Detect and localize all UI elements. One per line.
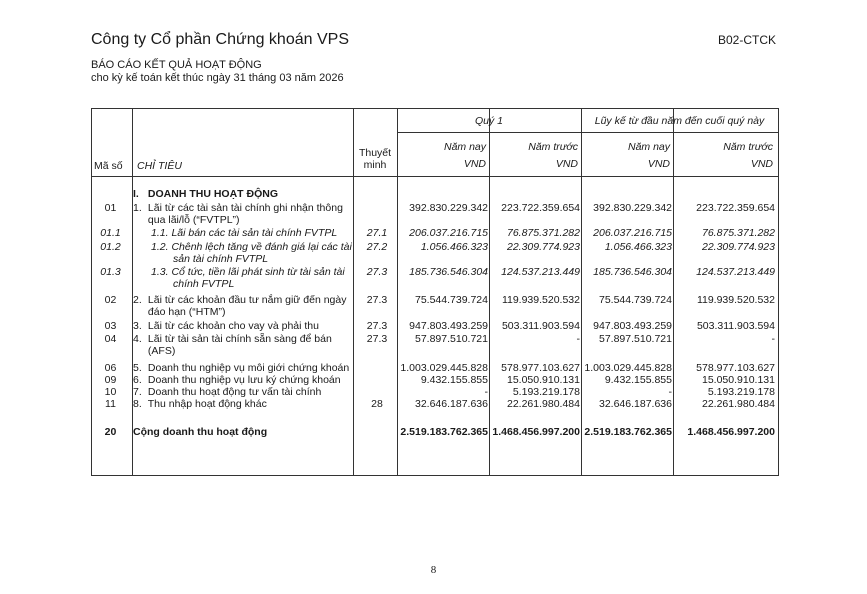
row-code: 04	[104, 333, 117, 345]
row-note: 28	[371, 398, 383, 410]
ytd-this-year: 206.037.216.715	[593, 227, 672, 239]
row-note: 27.2	[366, 241, 388, 253]
header-q1-cur-unit: VND	[463, 158, 486, 170]
header-q1-prev-year: Năm trước	[528, 141, 578, 153]
ytd-prev-year: 578.977.103.627	[696, 362, 775, 374]
row-code: 01.2	[100, 241, 121, 253]
row-label-cont: (AFS)	[147, 345, 176, 357]
report-title: BÁO CÁO KẾT QUẢ HOẠT ĐỘNG	[91, 59, 262, 71]
total-code: 20	[104, 426, 117, 438]
section-title: DOANH THU HOẠT ĐỘNG	[147, 188, 278, 200]
row-code: 06	[104, 362, 117, 374]
header-ytd-prev-year: Năm trước	[723, 141, 773, 153]
header-item: CHỈ TIÊU	[137, 160, 182, 172]
q1-this-year: 75.544.739.724	[415, 294, 488, 306]
company-name: Công ty Cổ phần Chứng khoán VPS	[91, 31, 349, 48]
ytd-this-year: 1.056.466.323	[604, 241, 672, 253]
row-code: 09	[104, 374, 117, 386]
row-label: Cổ tức, tiền lãi phát sinh từ tài sản tài	[171, 266, 345, 278]
q1-this-year: 9.432.155.855	[420, 374, 488, 386]
row-code: 02	[104, 294, 117, 306]
q1-prev-year: 5.193.219.178	[512, 386, 580, 398]
row-label: Lãi từ các khoản đầu tư nắm giữ đến ngày	[147, 294, 347, 306]
row-label: Doanh thu nghiệp vụ môi giới chứng khoán	[147, 362, 350, 374]
header-ytd-prev-unit: VND	[750, 158, 773, 170]
row-code: 01.3	[100, 266, 121, 278]
row-label: Chênh lệch tăng về đánh giá lại các tài	[171, 241, 352, 253]
row-label-cont: đáo hạn (“HTM”)	[147, 306, 226, 318]
q1-prev-year: 22.261.980.484	[507, 398, 580, 410]
row-number: 7.	[133, 386, 142, 398]
ytd-prev-year: 223.722.359.654	[696, 202, 775, 214]
ytd-this-year: 185.736.546.304	[593, 266, 672, 278]
row-number: 4.	[133, 333, 142, 345]
row-number: 1.3.	[151, 266, 169, 278]
q1-prev-year: 578.977.103.627	[501, 362, 580, 374]
ytd-this-year: 57.897.510.721	[599, 333, 672, 345]
q1-prev-year: 223.722.359.654	[501, 202, 580, 214]
q1-this-year: 57.897.510.721	[415, 333, 488, 345]
row-label: Lãi bán các tài sản tài chính FVTPL	[171, 227, 338, 239]
row-number: 8.	[133, 398, 142, 410]
header-code: Mã số	[94, 160, 123, 172]
header-ytd: Lũy kế từ đầu năm đến cuối quý này	[594, 115, 765, 127]
q1-this-year: 206.037.216.715	[409, 227, 488, 239]
ytd-prev-year: 15.050.910.131	[702, 374, 775, 386]
ytd-prev-year: 22.261.980.484	[702, 398, 775, 410]
q1-prev-year: 22.309.774.923	[507, 241, 580, 253]
ytd-prev-year: 76.875.371.282	[702, 227, 775, 239]
row-label: Lãi từ các tài sản tài chính ghi nhận thông	[147, 202, 343, 214]
ytd-this-year: 1.003.029.445.828	[584, 362, 672, 374]
row-number: 2.	[133, 294, 142, 306]
row-code: 03	[104, 320, 117, 332]
header-note-1: Thuyết	[358, 147, 392, 159]
row-label-cont: chính FVTPL	[173, 278, 235, 290]
header-ytd-this-year: Năm nay	[627, 141, 670, 153]
ytd-prev-year: -	[771, 333, 775, 345]
row-code: 01	[104, 202, 117, 214]
ytd-prev-year: 503.311.903.594	[696, 320, 775, 332]
page-number: 8	[430, 564, 437, 576]
q1-prev-year: 76.875.371.282	[507, 227, 580, 239]
row-number: 3.	[133, 320, 142, 332]
section-roman: I.	[133, 188, 139, 200]
total-label: Cộng doanh thu hoạt động	[133, 426, 268, 438]
row-label: Doanh thu nghiệp vụ lưu ký chứng khoán	[147, 374, 341, 386]
row-note: 27.3	[366, 333, 388, 345]
row-label: Thu nhập hoạt động khác	[147, 398, 267, 410]
row-number: 1.2.	[151, 241, 169, 253]
row-number: 5.	[133, 362, 142, 374]
ytd-prev-year: 124.537.213.449	[696, 266, 775, 278]
row-note: 27.3	[366, 320, 388, 332]
row-code: 01.1	[100, 227, 121, 239]
q1-prev-year: 124.537.213.449	[501, 266, 580, 278]
q1-this-year: 947.803.493.259	[409, 320, 488, 332]
row-number: 1.	[133, 202, 142, 214]
row-label-cont: sản tài chính FVTPL	[173, 253, 269, 265]
q1-this-year: 185.736.546.304	[409, 266, 488, 278]
row-label: Doanh thu hoạt động tư vấn tài chính	[147, 386, 322, 398]
header-q1-prev-unit: VND	[555, 158, 578, 170]
q1-prev-year: 15.050.910.131	[507, 374, 580, 386]
header-q1-this-year: Năm nay	[443, 141, 486, 153]
total-ytd-prev-year: 1.468.456.997.200	[687, 426, 775, 438]
ytd-this-year: 75.544.739.724	[599, 294, 672, 306]
ytd-prev-year: 22.309.774.923	[702, 241, 775, 253]
ytd-this-year: 392.830.229.342	[593, 202, 672, 214]
row-code: 11	[105, 398, 116, 410]
row-label: Lãi từ các khoản cho vay và phải thu	[147, 320, 319, 332]
ytd-prev-year: 119.939.520.532	[696, 294, 775, 306]
total-ytd-this-year: 2.519.183.762.365	[584, 426, 672, 438]
report-subtitle: cho kỳ kế toán kết thúc ngày 31 tháng 03 năm 2026	[91, 72, 344, 84]
q1-this-year: 32.646.187.636	[415, 398, 488, 410]
q1-this-year: 1.003.029.445.828	[400, 362, 488, 374]
total-q1-prev-year: 1.468.456.997.200	[492, 426, 580, 438]
ytd-prev-year: 5.193.219.178	[707, 386, 775, 398]
total-q1-this-year: 2.519.183.762.365	[400, 426, 488, 438]
income-statement-table	[91, 108, 779, 476]
header-ytd-cur-unit: VND	[647, 158, 670, 170]
row-note: 27.1	[366, 227, 388, 239]
row-label: Lãi từ tài sản tài chính sẵn sàng để bán	[147, 333, 332, 345]
header-note-2: minh	[363, 159, 387, 171]
q1-prev-year: 119.939.520.532	[501, 294, 580, 306]
ytd-this-year: 9.432.155.855	[604, 374, 672, 386]
form-code: B02-CTCK	[717, 33, 776, 47]
ytd-this-year: 32.646.187.636	[599, 398, 672, 410]
row-number: 1.1.	[151, 227, 169, 239]
q1-this-year: -	[484, 386, 488, 398]
q1-this-year: 392.830.229.342	[409, 202, 488, 214]
row-number: 6.	[133, 374, 142, 386]
q1-prev-year: 503.311.903.594	[501, 320, 580, 332]
header-q1: Quý 1	[474, 115, 503, 127]
ytd-this-year: -	[668, 386, 672, 398]
row-label-cont: qua lãi/lỗ (“FVTPL”)	[147, 214, 240, 226]
row-note: 27.3	[366, 294, 388, 306]
q1-this-year: 1.056.466.323	[420, 241, 488, 253]
ytd-this-year: 947.803.493.259	[593, 320, 672, 332]
row-code: 10	[104, 386, 117, 398]
row-note: 27.3	[366, 266, 388, 278]
q1-prev-year: -	[576, 333, 580, 345]
